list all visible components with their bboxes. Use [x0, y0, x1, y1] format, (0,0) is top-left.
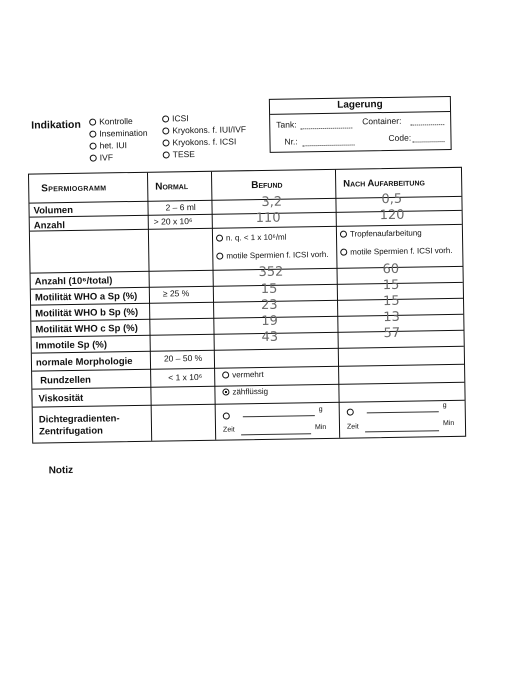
indication-option[interactable]: Kryokons. f. ICSI: [162, 135, 246, 148]
after-immotile: 57: [383, 325, 401, 342]
notes-label: Notiz: [48, 464, 74, 477]
radio-circle-icon: [162, 139, 169, 146]
after-motility-a: 15: [382, 277, 400, 294]
row-label-density-2: Zentrifugation: [38, 425, 103, 438]
result-motility-c: 19: [261, 313, 279, 329]
after-total: 60: [382, 261, 400, 278]
radio-circle-icon: [90, 155, 97, 162]
after-volume: 0,5: [381, 191, 403, 208]
radio-circle-icon: [222, 371, 229, 378]
after-count: 120: [379, 207, 405, 224]
radio-circle-icon: [89, 131, 96, 138]
normal-round-cells: < 1 x 10⁶: [168, 371, 203, 383]
result-count: 110: [255, 210, 281, 227]
row-label-motility-b: Motilität WHO b Sp (%): [35, 306, 139, 320]
indication-option[interactable]: ICSI: [162, 111, 246, 124]
row-label-volume: Volumen: [33, 204, 74, 217]
row-label-motility-c: Motilität WHO c Sp (%): [35, 322, 138, 336]
after-option-drop[interactable]: Tropfenaufarbeitung: [340, 228, 422, 238]
after-time-field[interactable]: [365, 430, 439, 432]
radio-circle-icon: [89, 119, 96, 126]
col-divider: [147, 173, 152, 441]
row-label-round-cells: Rundzellen: [40, 374, 91, 387]
indication-option[interactable]: IVF: [90, 151, 148, 164]
radio-circle-icon: [163, 151, 170, 158]
code-field[interactable]: [413, 141, 445, 143]
tank-field[interactable]: [300, 128, 352, 130]
after-motility-c: 13: [383, 309, 400, 326]
result-option-viscous[interactable]: zähflüssig: [222, 387, 268, 397]
indication-option[interactable]: Insemination: [89, 127, 147, 140]
storage-box: [269, 96, 452, 153]
storage-title: Lagerung: [270, 97, 450, 115]
result-min-unit: Min: [314, 423, 327, 432]
radio-circle-icon: [216, 235, 223, 242]
container-label: Container:: [362, 115, 402, 127]
result-option-nq[interactable]: n. q. < 1 x 10⁶/ml: [216, 233, 287, 243]
after-g-unit: g: [442, 402, 447, 410]
result-g-unit: g: [318, 406, 323, 414]
row-label-motility-a: Motilität WHO a Sp (%): [34, 290, 138, 304]
indication-option[interactable]: Kontrolle: [89, 115, 147, 128]
normal-morphology: 20 – 50 %: [163, 352, 203, 364]
indication-option[interactable]: het. IUI: [89, 139, 147, 152]
after-g-field[interactable]: [367, 411, 439, 413]
indication-option[interactable]: Kryokons. f. IUI/IVF: [162, 123, 246, 136]
indication-label: Indikation: [31, 118, 81, 132]
header-after-processing: Nach Aufarbeitung: [343, 177, 426, 190]
after-time-label: Zeit: [346, 423, 359, 431]
radio-circle-icon: [223, 412, 230, 419]
indication-option[interactable]: TESE: [163, 147, 247, 160]
header-spermiogram: Spermiogramm: [41, 182, 107, 195]
nr-field[interactable]: [303, 144, 355, 146]
row-divider: [33, 400, 465, 408]
tank-label: Tank:: [276, 119, 297, 130]
radio-circle-icon: [340, 231, 347, 238]
radio-circle-icon: [347, 409, 354, 416]
result-density-radio[interactable]: [223, 405, 233, 423]
row-label-immotile: Immotile Sp (%): [35, 339, 108, 352]
result-option-increased[interactable]: vermehrt: [222, 370, 264, 380]
container-field[interactable]: [410, 124, 444, 126]
result-total: 352: [258, 264, 284, 281]
header-normal: Normal: [155, 181, 189, 193]
radio-circle-icon: [340, 249, 347, 256]
result-time-field[interactable]: [241, 433, 311, 435]
radio-circle-icon: [90, 143, 97, 150]
indication-options-col1: [89, 115, 148, 164]
result-g-field[interactable]: [243, 415, 315, 417]
result-immotile: 43: [261, 329, 279, 345]
radio-circle-icon: [162, 127, 169, 134]
radio-circle-icon: [162, 115, 169, 122]
result-volume: 3,2: [261, 194, 283, 210]
row-label-total: Anzahl (10⁶/total): [34, 275, 113, 288]
row-label-count: Anzahl: [33, 220, 66, 232]
col-divider: [335, 170, 340, 438]
normal-count: > 20 x 10⁶: [153, 216, 193, 227]
result-motility-b: 23: [260, 297, 278, 313]
indication-options-col2: [162, 111, 246, 160]
normal-volume: 2 – 6 ml: [165, 201, 196, 213]
row-label-density-1: Dichtegradienten-: [38, 413, 120, 426]
spermiogram-table: [28, 167, 466, 444]
normal-motility-a: ≥ 25 %: [162, 288, 190, 299]
after-motility-b: 15: [382, 293, 400, 310]
after-min-unit: Min: [442, 419, 455, 428]
col-divider: [211, 172, 216, 440]
row-label-morphology: normale Morphologie: [35, 356, 133, 369]
row-label-viscosity: Viskosität: [38, 392, 84, 405]
header-result: Befund: [251, 179, 283, 192]
checked-radio-icon: [222, 388, 229, 395]
result-time-label: Zeit: [222, 426, 235, 434]
result-motility-a: 15: [260, 281, 278, 297]
radio-circle-icon: [216, 253, 223, 260]
after-option-motile[interactable]: motile Spermien f. ICSI vorh.: [340, 246, 452, 257]
code-label: Code:: [388, 132, 412, 143]
nr-label: Nr.:: [284, 136, 298, 147]
result-option-motile[interactable]: motile Spermien f. ICSI vorh.: [216, 250, 328, 261]
after-density-radio[interactable]: [347, 401, 357, 419]
